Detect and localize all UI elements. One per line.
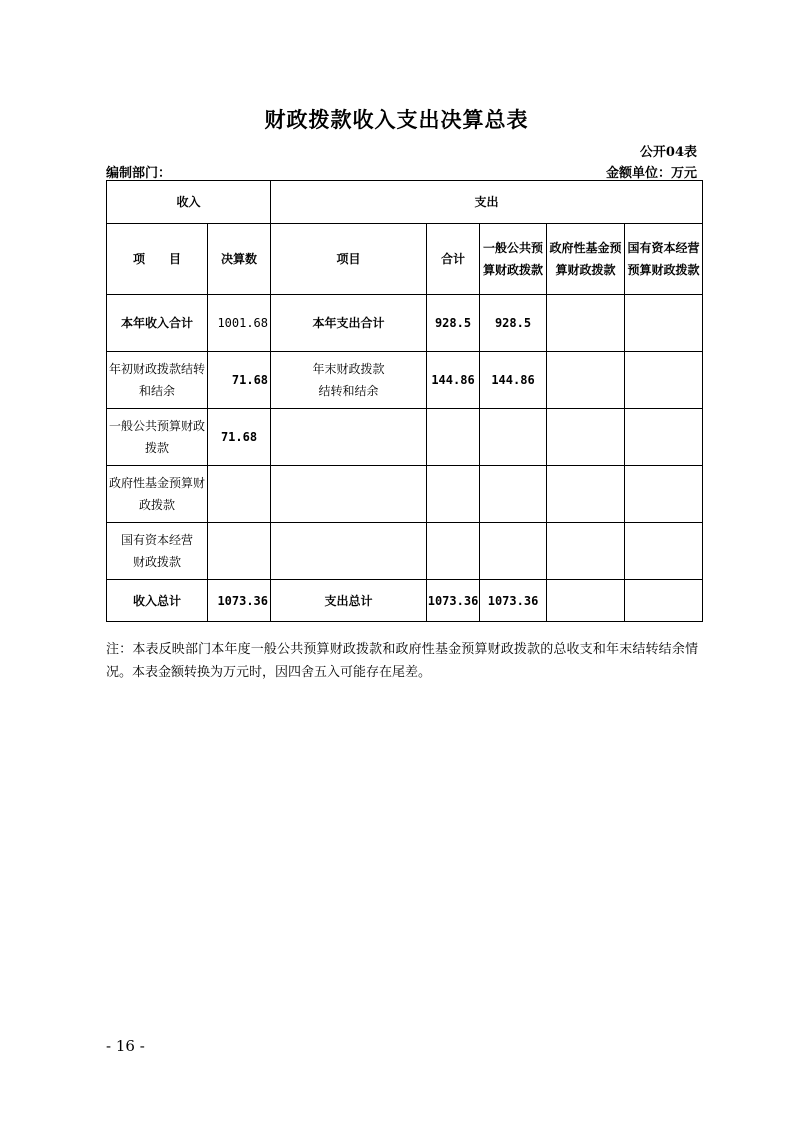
expense-total [427, 466, 480, 523]
expense-gov-fund [547, 466, 625, 523]
col-header-gov-fund: 政府性基金预算财政拨款 [547, 224, 625, 295]
income-value: 1001.68 [208, 295, 271, 352]
table-note: 注：本表反映部门本年度一般公共预算财政拨款和政府性基金预算财政拨款的总收支和年末结转结余情况。本表金额转换为万元时，因四舍五入可能存在尾差。 [106, 642, 698, 680]
col-header-final: 决算数 [208, 224, 271, 295]
expense-item [271, 409, 427, 466]
expense-general [480, 523, 547, 580]
expense-item [271, 523, 427, 580]
expense-total: 928.5 [427, 295, 480, 352]
income-item: 国有资本经营财政拨款 [107, 523, 208, 580]
expense-item: 支出总计 [271, 580, 427, 622]
table-row [107, 409, 703, 466]
column-header-row [107, 224, 703, 295]
expense-general [480, 409, 547, 466]
expense-header: 支出 [271, 181, 703, 224]
expense-total [427, 523, 480, 580]
page-title: 财政拨款收入支出决算总表 [264, 107, 529, 132]
col-header-item2: 项目 [271, 224, 427, 295]
income-value: 71.68 [208, 409, 271, 466]
expense-state-capital [625, 352, 703, 409]
income-header: 收入 [107, 181, 271, 224]
income-value [208, 466, 271, 523]
expense-general: 928.5 [480, 295, 547, 352]
expense-gov-fund [547, 409, 625, 466]
expense-state-capital [625, 295, 703, 352]
income-item: 政府性基金预算财政拨款 [107, 466, 208, 523]
expense-total [427, 409, 480, 466]
expense-total: 144.86 [427, 352, 480, 409]
income-item: 一般公共预算财政拨款 [107, 409, 208, 466]
col-header-general: 一般公共预算财政拨款 [480, 224, 547, 295]
page-number: - 16 - [106, 1037, 145, 1055]
expense-gov-fund [547, 295, 625, 352]
form-number: 公开04表 [639, 145, 697, 160]
expense-gov-fund [547, 352, 625, 409]
expense-item: 本年支出合计 [271, 295, 427, 352]
income-value: 1073.36 [208, 580, 271, 622]
expense-state-capital [625, 409, 703, 466]
income-item: 收入总计 [107, 580, 208, 622]
expense-state-capital [625, 523, 703, 580]
table-row [107, 295, 703, 352]
expense-general: 144.86 [480, 352, 547, 409]
department-label: 编制部门： [106, 166, 172, 181]
table-row [107, 523, 703, 580]
table-row [107, 580, 703, 622]
income-value [208, 523, 271, 580]
unit-label: 金额单位：万元 [605, 166, 697, 181]
expense-general: 1073.36 [480, 580, 547, 622]
income-item: 年初财政拨款结转和结余 [107, 352, 208, 409]
expense-state-capital [625, 580, 703, 622]
section-header-row [107, 181, 703, 224]
income-value: 71.68 [208, 352, 271, 409]
expense-item [271, 466, 427, 523]
expense-gov-fund [547, 580, 625, 622]
table-row [107, 466, 703, 523]
expense-general [480, 466, 547, 523]
income-item: 本年收入合计 [107, 295, 208, 352]
col-header-total: 合计 [427, 224, 480, 295]
expense-gov-fund [547, 523, 625, 580]
table-row [107, 352, 703, 409]
expense-total: 1073.36 [427, 580, 480, 622]
expense-item: 年末财政拨款结转和结余 [271, 352, 427, 409]
col-header-state-capital: 国有资本经营预算财政拨款 [625, 224, 703, 295]
col-header-item: 项 目 [107, 224, 208, 295]
appropriation-summary-table [106, 180, 703, 622]
expense-state-capital [625, 466, 703, 523]
